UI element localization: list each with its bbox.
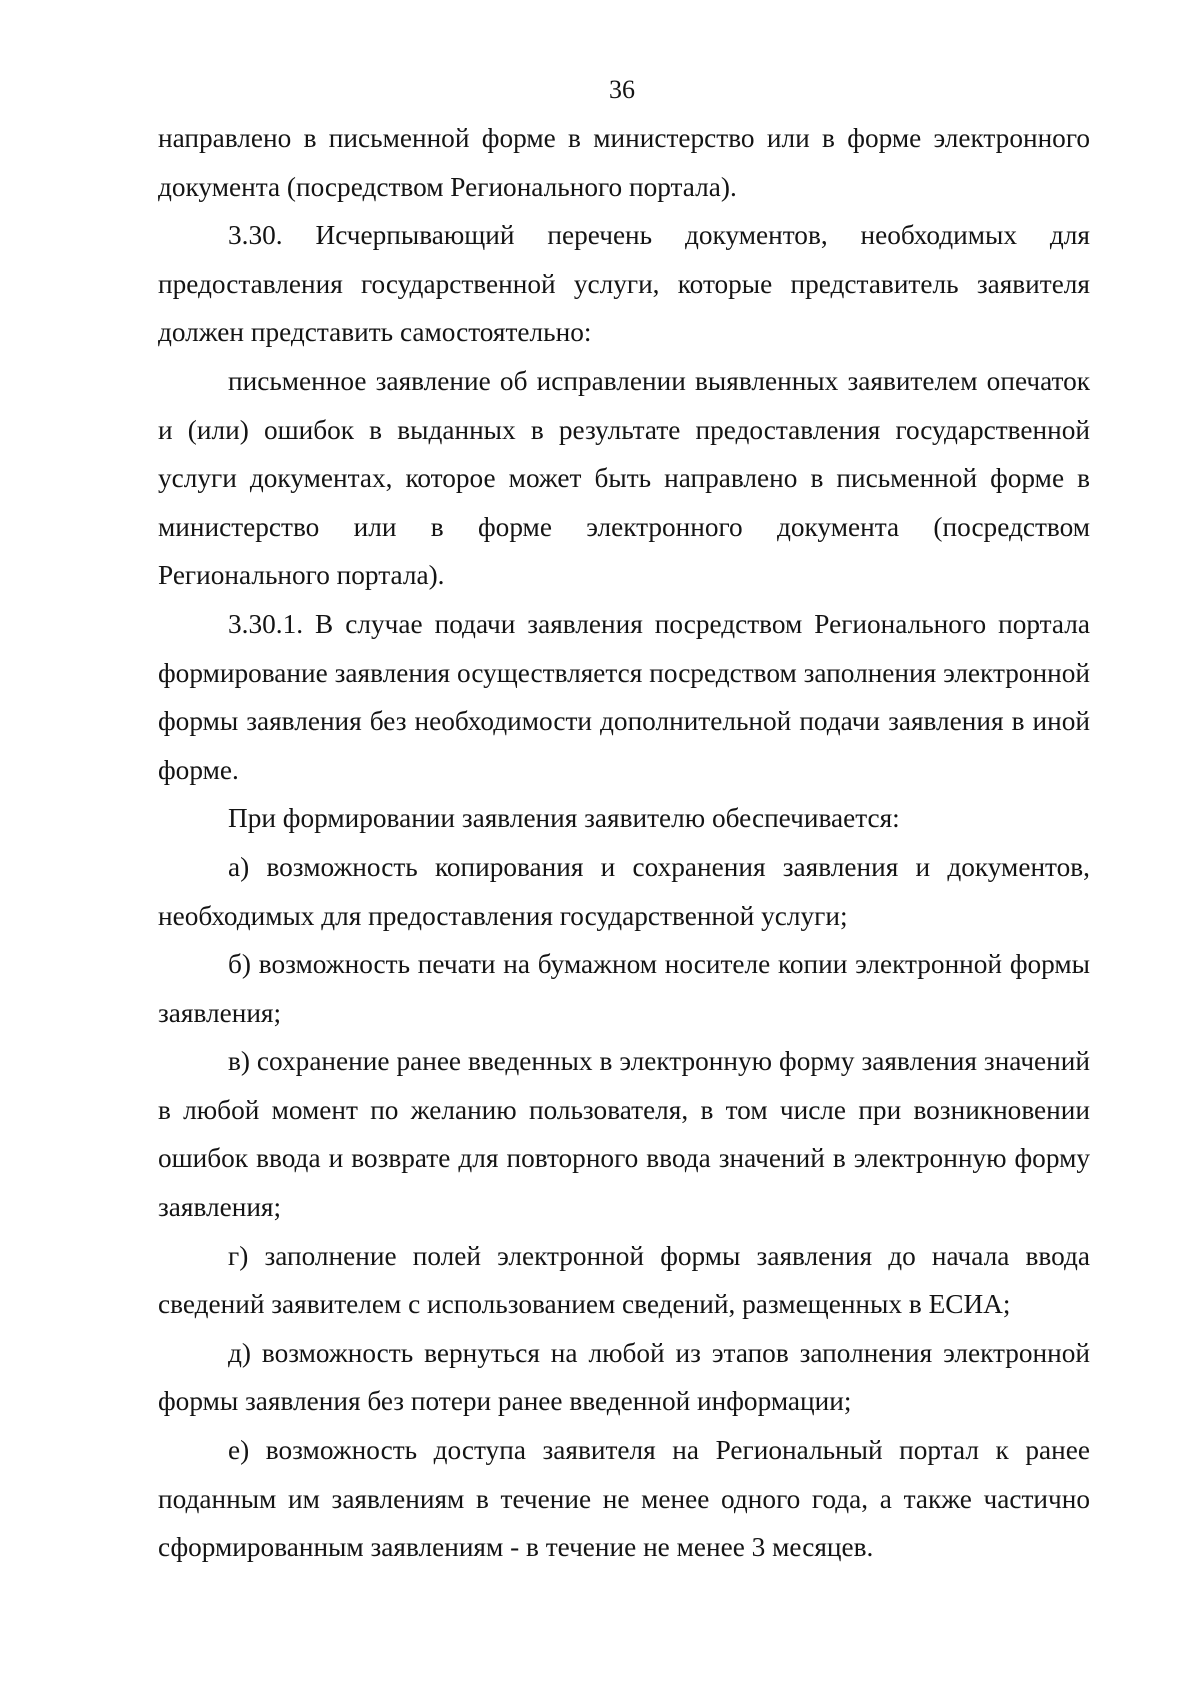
document-body [158, 114, 1090, 1572]
page-number: 36 [609, 75, 635, 104]
paragraph-application-forming: При формировании заявления заявителю обеспечивается: [228, 803, 900, 834]
list-item-v: в) сохранение ранее введенных в электронную форму заявления значений в любой момент по желанию пользователя, в том числе при возникновении ошибок ввода и возврате для повторного ввода значений в электронную форму заявления; [158, 1046, 1090, 1223]
paragraph-3-30: 3.30. Исчерпывающий перечень документов, необходимых для предоставления государственной услуги, которые представитель заявителя должен представить самостоятельно: [158, 220, 1090, 348]
paragraph-written-application: письменное заявление об исправлении выявленных заявителем опечаток и (или) ошибок в выданных в результате предоставления государственной услуги документах, которое может быть направлено в письменной форме в министерство или в форме электронного документа (посредством Регионального портала). [158, 365, 1090, 591]
list-item-b: б) возможность печати на бумажном носителе копии электронной формы заявления; [158, 949, 1090, 1028]
paragraph-continuation: направлено в письменной форме в министерство или в форме электронного документа (посредством Регионального портала). [158, 123, 1090, 202]
list-item-a: а) возможность копирования и сохранения заявления и документов, необходимых для предоставления государственной услуги; [158, 851, 1090, 931]
list-item-e: е) возможность доступа заявителя на Региональный портал к ранее поданным им заявлениям в течение не менее одного года, а также частично сформированным заявлениям - в течение не менее 3 месяцев. [158, 1435, 1090, 1563]
list-item-g: г) заполнение полей электронной формы заявления до начала ввода сведений заявителем с использованием сведений, размещенных в ЕСИА; [158, 1240, 1090, 1320]
paragraph-3-30-1: 3.30.1. В случае подачи заявления посредством Регионального портала формирование заявления осуществляется посредством заполнения электронной формы заявления без необходимости дополнительной подачи заявления в иной форме. [158, 608, 1090, 785]
list-item-d: д) возможность вернуться на любой из этапов заполнения электронной формы заявления без потери ранее введенной информации; [158, 1337, 1090, 1417]
